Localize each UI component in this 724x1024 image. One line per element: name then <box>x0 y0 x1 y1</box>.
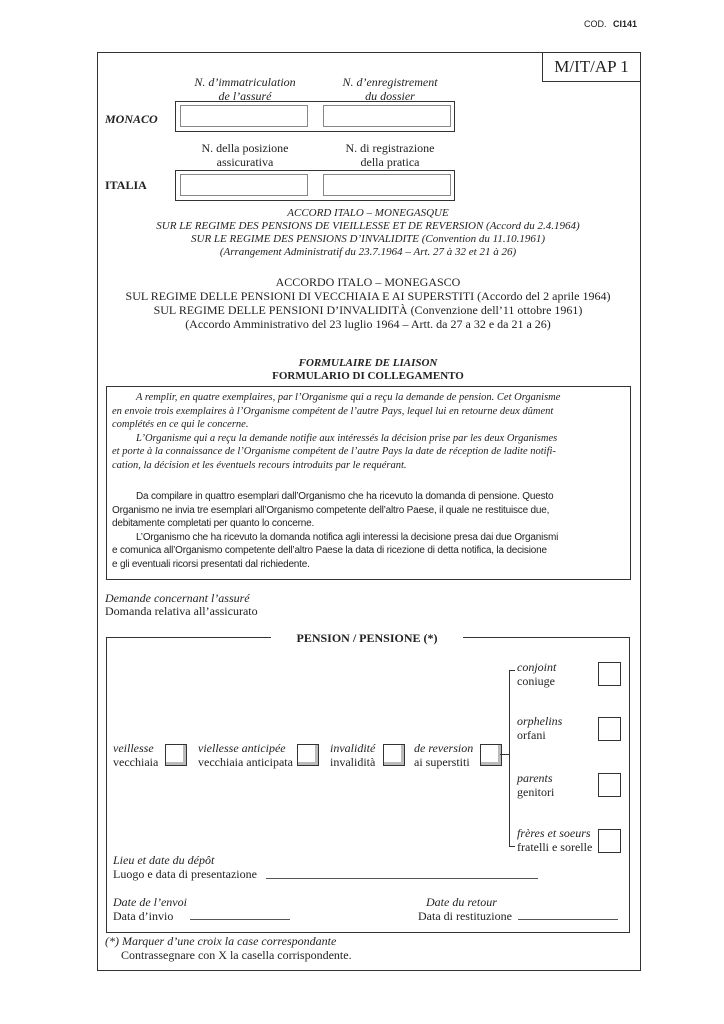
survivor-coniuge: conjoint coniuge <box>517 660 557 688</box>
bracket-top-tick <box>509 670 515 671</box>
demande-fr: Demande concernant l’assuré <box>105 591 250 605</box>
type-vecchiaia: veillesse vecchiaia <box>113 741 159 769</box>
italia-col2-heading: N. di registrazione della pratica <box>345 141 435 169</box>
retour-label: Date du retour Data di restituzione <box>418 895 512 923</box>
cod-code <box>584 19 637 29</box>
pension-title: PENSION / PENSIONE (*) <box>296 631 438 645</box>
fratelli-checkbox[interactable] <box>598 829 621 853</box>
vecchiaia-anticipata-checkbox[interactable] <box>297 744 319 766</box>
form-title-fr: FORMULAIRE DE LIAISON <box>298 357 438 369</box>
invalidita-checkbox[interactable] <box>383 744 405 766</box>
pension-left-line <box>106 637 107 932</box>
accord-it: ACCORDO ITALO – MONEGASCO SUL REGIME DELLE PENSIONI DI VECCHIAIA E AI SUPERSTITI (Accordo del 2 aprile 1964) SUL REGIME DELLE PENSIONI D’INVALIDITÀ (Convenzione dell’11 ottobre 1961) (Accordo Amministrativo del 23 luglio 1964 – Artt. da 27 a 32 e da 21 a 26) <box>125 275 611 331</box>
type-invalidita: invalidité invalidità <box>330 741 376 769</box>
footnote: (*) Marquer d’une croix la case correspondante Contrassegnare con X la casella corrispondente. <box>105 934 352 962</box>
survivor-genitori: parents genitori <box>517 771 555 799</box>
bracket-connector <box>500 754 509 755</box>
cod-label: COD. <box>584 19 607 29</box>
monaco-enregistrement-input[interactable] <box>323 105 451 127</box>
envoi-input-line[interactable] <box>190 919 290 920</box>
italia-registrazione-input[interactable] <box>323 174 451 196</box>
monaco-immatriculation-input[interactable] <box>180 105 308 127</box>
reversion-checkbox[interactable] <box>480 744 502 766</box>
pension-right-line <box>629 637 630 932</box>
orfani-checkbox[interactable] <box>598 717 621 741</box>
italia-label: ITALIA <box>105 178 147 192</box>
demande-it: Domanda relativa all’assicurato <box>105 604 258 618</box>
lieu-input-line[interactable] <box>266 878 538 879</box>
instructions-it: Da compilare in quattro esemplari dall’Organismo che ha ricevuto la domanda di pensione. Questo Organismo ne invia tre esemplari all’Organismo competente dell’altro Paese, il quale ne restituisce due, debitamente completati per quanto lo concerne. L’Organismo che ha ricevuto la domanda notifica agli interessi la decisione presa dai due Organismi e comunica all’Organismo competente dell’altro Paese la data di ricezione di detta notifica, la decisione e gli eventuali ricorsi presentati dal richiedente. <box>112 491 559 570</box>
lieu-label: Lieu et date du dépôt Luogo e data di presentazione <box>113 853 257 881</box>
vecchiaia-checkbox[interactable] <box>165 744 187 766</box>
accord-fr: ACCORD ITALO – MONEGASQUE SUR LE REGIME DES PENSIONS DE VIEILLESSE ET DE REVERSION (Accord du 2.4.1964) SUR LE REGIME DES PENSIONS D’INVALIDITE (Convention du 11.10.1961) (Arrangement Administratif du 23.7.1964 – Art. 27 à 32 et 21 à 26) <box>156 207 580 258</box>
monaco-col1-heading: N. d’immatriculation de l’assuré <box>194 75 296 103</box>
survivor-orfani: orphelins orfani <box>517 714 563 742</box>
monaco-label: MONACO <box>105 112 158 126</box>
italia-posizione-input[interactable] <box>180 174 308 196</box>
pension-top-line-left <box>106 637 271 638</box>
retour-input-line[interactable] <box>518 919 618 920</box>
pension-bottom-line <box>106 932 630 933</box>
coniuge-checkbox[interactable] <box>598 662 621 686</box>
cod-value: CI141 <box>613 19 638 29</box>
form-title-it: FORMULARIO DI COLLEGAMENTO <box>272 370 464 382</box>
instructions-fr: A remplir, en quatre exemplaires, par l’Organisme qui a reçu la demande de pension. Cet Organisme en envoie trois exemplaires à l’Organisme compétent de l’autre Pays, lequel lui en retourne deux dûment complétés en ce qui le concerne. L’Organisme qui a reçu la demande notifie aux intéressés la décision prise par les deux Organismes et porte à la connaissance de l’Organisme compétent de l’autre Pays la date de réception de ladite notifi- cation, la décision et les éventuels recours introduits par le requérant. <box>112 392 561 471</box>
genitori-checkbox[interactable] <box>598 773 621 797</box>
envoi-label: Date de l’envoi Data d’invio <box>113 895 187 923</box>
form-code: M/IT/AP 1 <box>542 52 641 82</box>
bracket-bottom-tick <box>509 846 515 847</box>
type-reversion: de reversion ai superstiti <box>414 741 474 769</box>
pension-top-line-right <box>463 637 629 638</box>
type-vecchiaia-anticipata: viellesse anticipée vecchiaia anticipata <box>198 741 293 769</box>
monaco-col2-heading: N. d’enregistrement du dossier <box>342 75 438 103</box>
bracket-vertical <box>509 670 510 846</box>
italia-col1-heading: N. della posizione assicurativa <box>201 141 289 169</box>
survivor-fratelli: frères et soeurs fratelli e sorelle <box>517 826 593 854</box>
